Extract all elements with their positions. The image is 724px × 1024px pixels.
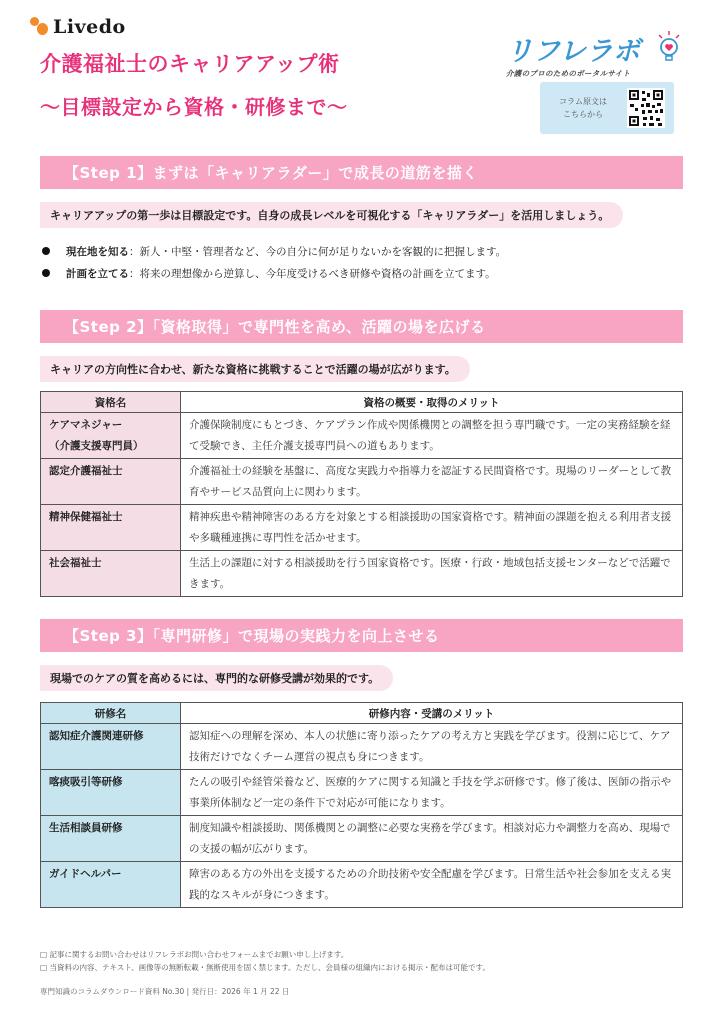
- table-row: [41, 724, 683, 770]
- column-header: 研修名: [41, 703, 181, 724]
- step1-heading: 【Step 1】まずは「キャリアラダー」で成長の道筋を描く: [40, 156, 683, 189]
- step2-intro: キャリアの方向性に合わせ、新たな資格に挑戦することで活躍の場が広がります。: [40, 356, 470, 382]
- column-header: 研修内容・受講のメリット: [181, 703, 683, 724]
- logo-text: Livedo: [53, 16, 126, 38]
- qualification-desc: 介護保険制度にもとづき、ケアプラン作成や関係機関との調整を担う専門職です。一定の実務経験を経て受験でき、主任介護支援専門員への道もあります。: [181, 413, 683, 459]
- brand-logo: [506, 29, 686, 79]
- training-table: [40, 702, 683, 908]
- training-desc: 認知症への理解を深め、本人の状態に寄り添ったケアの考え方と実践を学びます。役割に応じて、ケア技術だけでなくチーム運営の視点も身につきます。: [181, 724, 683, 770]
- table-header-row: [41, 392, 683, 413]
- issue-info: 専門知識のコラムダウンロード資料 No.30 | 発行日：2026 年 1 月 22 日: [40, 987, 290, 996]
- bullet-dot-icon: [42, 247, 50, 255]
- qr-caption: [548, 95, 618, 121]
- qualification-name: 社会福祉士: [41, 551, 181, 597]
- training-name: ガイドヘルパー: [41, 862, 181, 908]
- table-row: [41, 551, 683, 597]
- training-name: 認知症介護関連研修: [41, 724, 181, 770]
- table-row: [41, 770, 683, 816]
- qualification-name: 精神保健福祉士: [41, 505, 181, 551]
- bullet-label: 現在地を知る: [66, 245, 129, 258]
- footnotes: [40, 948, 490, 974]
- training-name: 喀痰吸引等研修: [41, 770, 181, 816]
- column-header: 資格名: [41, 392, 181, 413]
- bullet-label: 計画を立てる: [66, 267, 129, 280]
- column-header: 資格の概要・取得のメリット: [181, 392, 683, 413]
- table-row: [41, 459, 683, 505]
- qualification-desc: 介護福祉士の経験を基盤に、高度な実践力や指導力を認証する民間資格です。現場のリーダーとして教育やサービス品質向上に関わります。: [181, 459, 683, 505]
- livedo-logo-mark-icon: [30, 17, 48, 37]
- qr-caption-line1: コラム原文は: [559, 97, 607, 106]
- qualification-desc: 生活上の課題に対する相談援助を行う国家資格です。医療・行政・地域包括支援センターなどで活躍できます。: [181, 551, 683, 597]
- table-row: [41, 816, 683, 862]
- training-desc: 制度知識や相談援助、関係機関との調整に必要な実務を学びます。相談対応力や調整力を高め、現場での支援の幅が広がります。: [181, 816, 683, 862]
- bullet-dot-icon: [42, 269, 50, 277]
- step3-intro: 現場でのケアの質を高めるには、専門的な研修受講が効果的です。: [40, 665, 393, 691]
- step3-heading: 【Step 3】「専門研修」で現場の実践力を向上させる: [40, 619, 683, 652]
- table-header-row: [41, 703, 683, 724]
- training-desc: たんの吸引や経管栄養など、医療的ケアに関する知識と手技を学ぶ研修です。修了後は、医師の指示や事業所体制など一定の条件下で対応が可能になります。: [181, 770, 683, 816]
- step1-intro: キャリアアップの第一歩は目標設定です。自身の成長レベルを可視化する「キャリアラダー」を活用しましょう。: [40, 202, 623, 228]
- page-title: 介護福祉士のキャリアアップ術: [40, 52, 340, 76]
- qr-link-box[interactable]: [540, 82, 674, 134]
- qualification-table: [40, 391, 683, 597]
- table-row: [41, 862, 683, 908]
- footnote: □ 当資料の内容、テキスト、画像等の無断転載・無断使用を固く禁じます。ただし、会員様の組織内における掲示・配布は可能です。: [40, 963, 490, 972]
- bullet-text: ：将来の理想像から逆算し、今年度受けるべき研修や資格の計画を立てます。: [129, 267, 496, 280]
- lightbulb-heart-icon: [656, 31, 682, 65]
- bullet-text: ：新人・中堅・管理者など、今の自分に何が足りないかを客観的に把握します。: [129, 245, 507, 258]
- footnote: □ 記事に関するお問い合わせはリフレラボお問い合わせフォームまでお願い申し上げます。: [40, 950, 349, 959]
- step2-heading: 【Step 2】「資格取得」で専門性を高め、活躍の場を広げる: [40, 310, 683, 343]
- step1-bullet-list: [40, 240, 680, 284]
- qualification-name: [41, 413, 181, 459]
- livedo-logo: [30, 16, 126, 38]
- list-item: [40, 262, 680, 284]
- qualification-name-main: ケアマネジャー: [49, 419, 123, 431]
- training-name: 生活相談員研修: [41, 816, 181, 862]
- qualification-desc: 精神疾患や精神障害のある方を対象とする相談援助の国家資格です。精神面の課題を抱える利用者支援や多職種連携に専門性を活かせます。: [181, 505, 683, 551]
- brand-name: リフレラボ: [506, 36, 640, 67]
- training-desc: 障害のある方の外出を支援するための介助技術や安全配慮を学びます。日常生活や社会参加を支える実践的なスキルが身につきます。: [181, 862, 683, 908]
- brand-tagline: 介護のプロのためのポータルサイト: [506, 69, 631, 78]
- page-subtitle: 〜目標設定から資格・研修まで〜: [40, 95, 348, 119]
- list-item: [40, 240, 680, 262]
- qualification-name-sub: （介護支援専門員）: [49, 440, 144, 452]
- qualification-name: 認定介護福祉士: [41, 459, 181, 505]
- table-row: [41, 413, 683, 459]
- qr-code-icon[interactable]: [627, 88, 665, 128]
- qr-caption-line2: こちらから: [563, 110, 603, 119]
- table-row: [41, 505, 683, 551]
